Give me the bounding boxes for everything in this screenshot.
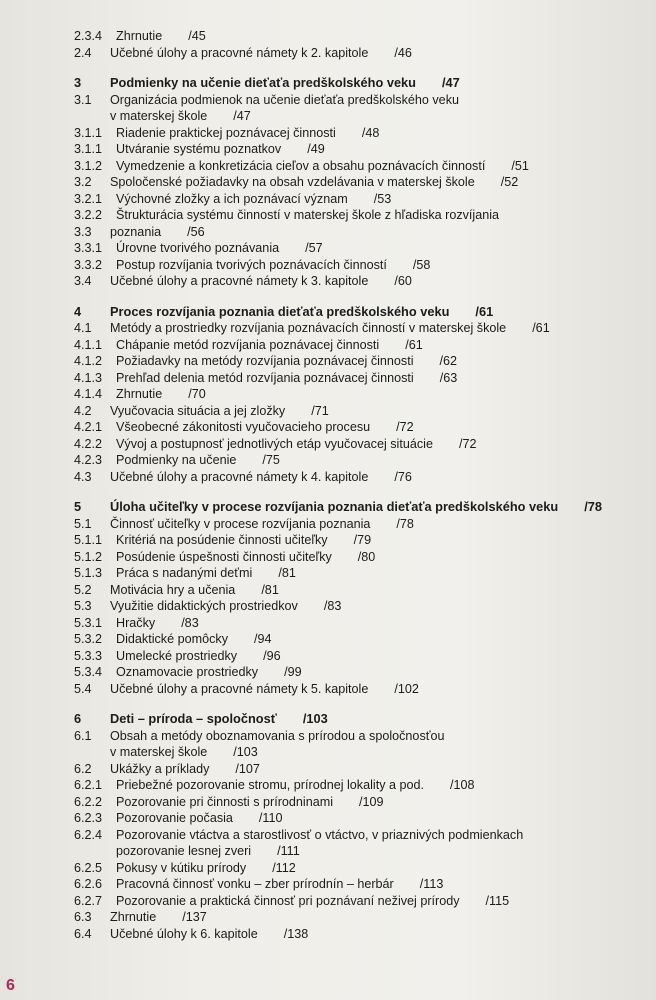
entry-number: 4: [74, 303, 82, 319]
entry-page: /52: [500, 175, 519, 189]
entry-number: 5.1.1: [74, 533, 103, 547]
entry-page: /61: [475, 303, 494, 319]
toc-entry: [74, 777, 644, 794]
toc-entry: [74, 744, 644, 761]
entry-page: /75: [262, 453, 280, 467]
toc-entry: [74, 860, 644, 877]
entry-page: /94: [254, 632, 272, 646]
entry-page: /103: [302, 711, 328, 726]
entry-title: Pozorovanie pri činnosti s prírodninami: [116, 794, 333, 809]
entry-page: /60: [394, 274, 412, 288]
toc-entry: [74, 876, 644, 893]
toc-entry: [74, 761, 644, 778]
entry-page: /113: [419, 877, 444, 891]
toc-entry: [74, 664, 644, 681]
toc-entry: [74, 273, 644, 290]
entry-page: /72: [396, 420, 414, 434]
entry-page: /72: [458, 436, 477, 451]
entry-title: Organizácia podmienok na učenie dieťaťa predškolského veku: [110, 92, 459, 107]
entry-number: 5: [74, 499, 82, 514]
entry-page: /99: [284, 665, 302, 679]
entry-number: 6.2.6: [74, 877, 103, 891]
entry-title: Priebežné pozorovanie stromu, prírodnej lokality a pod.: [116, 778, 425, 792]
entry-title: Deti – príroda – spoločnosť: [110, 711, 277, 726]
entry-page: /81: [278, 566, 296, 580]
toc-entry: [74, 174, 644, 191]
entry-number: 4.2.2: [74, 436, 103, 451]
section-gap: [74, 290, 644, 304]
entry-title: Prehľad delenia metód rozvíjania poznávacej činnosti: [116, 370, 414, 385]
entry-number: 6: [74, 711, 82, 726]
entry-title: Posúdenie úspešnosti činnosti učiteľky: [116, 549, 332, 564]
entry-page: /111: [277, 844, 300, 858]
entry-number: 5.1: [74, 516, 92, 531]
toc-entry: [74, 419, 644, 436]
entry-title: Utváranie systému poznatkov: [116, 142, 282, 156]
toc-entry: [74, 516, 644, 533]
entry-title: v materskej škole: [110, 745, 208, 759]
toc-entry: [74, 469, 644, 486]
entry-page: /61: [405, 337, 423, 352]
toc-entry: [74, 681, 644, 698]
entry-number: 5.3.4: [74, 665, 103, 679]
section-gap: [74, 697, 644, 711]
entry-number: 2.4: [74, 45, 92, 60]
toc-entry: [74, 191, 644, 208]
toc-entry: [74, 257, 644, 274]
entry-number: 4.1.3: [74, 370, 103, 385]
entry-number: 3.2: [74, 175, 92, 189]
chapter-heading: [74, 499, 644, 516]
entry-title: Zhrnutie: [110, 910, 157, 924]
table-of-contents: [74, 28, 644, 942]
entry-number: 4.1.1: [74, 337, 103, 352]
entry-number: 3.2.2: [74, 208, 103, 222]
entry-page: /107: [235, 761, 260, 776]
entry-page: /51: [511, 158, 529, 173]
section-gap: [74, 61, 644, 75]
entry-page: /83: [181, 615, 199, 630]
entry-number: 3: [74, 75, 82, 90]
entry-number: 5.1.2: [74, 549, 103, 564]
entry-title: Podmienky na učenie dieťaťa predškolského veku: [110, 75, 416, 90]
entry-number: 5.3: [74, 599, 92, 613]
entry-page: /76: [394, 469, 412, 484]
entry-page: /49: [307, 142, 325, 156]
toc-entry: [74, 794, 644, 811]
entry-number: 4.1: [74, 321, 92, 335]
entry-title: Práca s nadanými deťmi: [116, 566, 253, 580]
entry-number: 4.1.2: [74, 354, 103, 368]
entry-page: /61: [532, 321, 550, 335]
entry-number: 3.2.1: [74, 191, 103, 206]
entry-number: 5.1.3: [74, 566, 103, 580]
entry-title: Učebné úlohy k 6. kapitole: [110, 926, 258, 941]
entry-number: 6.3: [74, 910, 92, 924]
toc-section: [74, 711, 644, 942]
entry-title: Oznamovacie prostriedky: [116, 665, 259, 679]
entry-page: /83: [323, 599, 342, 613]
entry-title: Učebné úlohy a pracovné námety k 5. kapitole: [110, 681, 369, 696]
entry-page: /62: [439, 354, 458, 368]
toc-entry: [74, 45, 644, 62]
entry-title: Úrovne tvorivého poznávania: [116, 241, 280, 255]
entry-page: /70: [188, 387, 206, 401]
entry-title: Vyučovacia situácia a jej zložky: [110, 403, 286, 418]
entry-page: /71: [311, 403, 329, 418]
entry-title: Riadenie praktickej poznávacej činnosti: [116, 125, 336, 140]
entry-page: /57: [305, 241, 323, 255]
entry-title: Spoločenské požiadavky na obsah vzdelávania v materskej škole: [110, 175, 475, 189]
toc-entry: [74, 909, 644, 926]
entry-title: Úloha učiteľky v procese rozvíjania poznania dieťaťa predškolského veku: [110, 499, 559, 514]
entry-title: Didaktické pomôcky: [116, 632, 228, 646]
entry-page: /108: [450, 778, 475, 792]
entry-page: /79: [353, 533, 372, 547]
toc-entry: [74, 810, 644, 827]
toc-entry: [74, 240, 644, 257]
toc-entry: [74, 207, 644, 224]
entry-number: 6.2.7: [74, 893, 103, 908]
entry-number: 3.1: [74, 92, 92, 107]
entry-title: poznania: [110, 224, 162, 239]
entry-number: 6.2.2: [74, 794, 103, 809]
toc-entry: [74, 598, 644, 615]
toc-entry: [74, 158, 644, 175]
entry-title: v materskej škole: [110, 109, 208, 123]
toc-entry: [74, 108, 644, 125]
entry-title: Pokusy v kútiku prírody: [116, 860, 247, 875]
entry-title: Všeobecné zákonitosti vyučovacieho procesu: [116, 420, 371, 434]
entry-number: 3.3: [74, 224, 92, 239]
entry-page: /109: [359, 794, 384, 809]
toc-section: [74, 75, 644, 290]
entry-page: /56: [187, 224, 205, 239]
section-gap: [74, 485, 644, 499]
entry-number: 6.2.1: [74, 778, 103, 792]
entry-title: Činnosť učiteľky v procese rozvíjania poznania: [110, 516, 371, 531]
toc-entry: [74, 386, 644, 403]
entry-page: /48: [361, 125, 380, 140]
entry-number: 4.2: [74, 403, 92, 418]
entry-number: 4.2.3: [74, 453, 103, 467]
entry-title: Postup rozvíjania tvorivých poznávacích činností: [116, 257, 387, 272]
entry-page: /137: [182, 910, 207, 924]
entry-page: /47: [233, 109, 251, 123]
toc-entry: [74, 631, 644, 648]
entry-number: 4.2.1: [74, 420, 103, 434]
entry-title: Podmienky na učenie: [116, 453, 237, 467]
toc-entry: [74, 452, 644, 469]
entry-title: Obsah a metódy oboznamovania s prírodou a spoločnosťou: [110, 728, 445, 743]
toc-entry: [74, 337, 644, 354]
entry-page: /103: [233, 745, 258, 759]
toc-entry: [74, 893, 644, 910]
entry-number: 5.3.2: [74, 632, 103, 646]
entry-number: 3.1.1: [74, 125, 103, 140]
toc-entry: [74, 926, 644, 943]
entry-title: Vývoj a postupnosť jednotlivých etáp vyučovacej situácie: [116, 436, 433, 451]
toc-entry: [74, 403, 644, 420]
entry-number: 6.1: [74, 728, 92, 743]
toc-entry: [74, 125, 644, 142]
entry-number: 6.2.5: [74, 860, 103, 875]
entry-number: 3.1.1: [74, 142, 103, 156]
entry-title: Metódy a prostriedky rozvíjania poznávacích činností v materskej škole: [110, 321, 507, 335]
entry-title: pozorovanie lesnej zveri: [116, 844, 252, 858]
entry-page: /102: [394, 681, 419, 696]
entry-page: /115: [485, 893, 510, 908]
toc-entry: [74, 224, 644, 241]
entry-page: /96: [263, 648, 281, 663]
entry-title: Pracovná činnosť vonku – zber prírodnín – herbár: [116, 877, 394, 891]
entry-number: 3.3.2: [74, 257, 103, 272]
entry-number: 4.1.4: [74, 387, 103, 401]
toc-entry: [74, 827, 644, 844]
entry-title: Umelecké prostriedky: [116, 648, 238, 663]
toc-entry: [74, 532, 644, 549]
toc-entry: [74, 728, 644, 745]
entry-page: /63: [439, 370, 458, 385]
chapter-heading: [74, 75, 644, 92]
entry-title: Učebné úlohy a pracovné námety k 4. kapitole: [110, 469, 369, 484]
entry-title: Štrukturácia systému činností v materskej škole z hľadiska rozvíjania: [116, 208, 500, 222]
entry-title: Pozorovanie počasia: [116, 811, 233, 825]
entry-page: /80: [357, 549, 376, 564]
toc-entry: [74, 320, 644, 337]
entry-title: Kritériá na posúdenie činnosti učiteľky: [116, 533, 328, 547]
entry-title: Výchovné zložky a ich poznávací význam: [116, 191, 348, 206]
entry-title: Učebné úlohy a pracovné námety k 2. kapitole: [110, 45, 369, 60]
entry-page: /58: [412, 257, 431, 272]
toc-entry: [74, 843, 644, 860]
toc-entry: [74, 615, 644, 632]
entry-number: 5.3.1: [74, 615, 103, 630]
entry-page: /78: [584, 499, 602, 514]
entry-title: Proces rozvíjania poznania dieťaťa predškolského veku: [110, 303, 450, 319]
entry-page: /112: [272, 860, 296, 875]
entry-page: /81: [261, 582, 279, 597]
toc-entry: [74, 582, 644, 599]
entry-title: Využitie didaktických prostriedkov: [110, 599, 298, 613]
toc-entry: [74, 141, 644, 158]
entry-title: Pozorovanie vtáctva a starostlivosť o vtáctvo, v priaznivých podmienkach: [116, 827, 524, 842]
entry-number: 6.2.4: [74, 827, 103, 842]
toc-entry: [74, 549, 644, 566]
toc-section: [74, 304, 644, 486]
entry-title: Zhrnutie: [116, 387, 163, 401]
entry-number: 5.3.3: [74, 648, 103, 663]
entry-page: /53: [373, 191, 392, 206]
entry-page: /45: [188, 29, 206, 43]
toc-section: [74, 28, 644, 61]
entry-page: /47: [442, 75, 460, 90]
entry-title: Motivácia hry a učenia: [110, 582, 236, 597]
entry-number: 5.4: [74, 681, 92, 696]
entry-number: 3.1.2: [74, 158, 103, 173]
entry-title: Chápanie metód rozvíjania poznávacej činnosti: [116, 337, 380, 352]
entry-title: Hračky: [116, 615, 156, 630]
entry-number: 6.2.3: [74, 811, 103, 825]
entry-title: Ukážky a príklady: [110, 761, 210, 776]
entry-number: 6.2: [74, 761, 92, 776]
entry-number: 3.3.1: [74, 241, 103, 255]
entry-title: Zhrnutie: [116, 29, 163, 43]
entry-number: 3.4: [74, 274, 92, 288]
entry-page: /46: [394, 45, 412, 60]
page-number: 6: [6, 977, 15, 994]
toc-entry: [74, 565, 644, 582]
entry-title: Požiadavky na metódy rozvíjania poznávacej činnosti: [116, 354, 414, 368]
toc-entry: [74, 353, 644, 370]
toc-section: [74, 499, 644, 697]
toc-entry: [74, 648, 644, 665]
entry-number: 4.3: [74, 469, 92, 484]
chapter-heading: [74, 304, 644, 321]
toc-entry: [74, 92, 644, 109]
entry-title: Pozorovanie a praktická činnosť pri poznávaní neživej prírody: [116, 893, 460, 908]
entry-number: 6.4: [74, 926, 92, 941]
entry-page: /78: [396, 516, 414, 531]
chapter-heading: [74, 711, 644, 728]
toc-entry: [74, 436, 644, 453]
toc-entry: [74, 370, 644, 387]
entry-number: 5.2: [74, 582, 92, 597]
entry-title: Vymedzenie a konkretizácia cieľov a obsahu poznávacích činností: [116, 158, 486, 173]
entry-page: /110: [258, 811, 283, 825]
entry-title: Učebné úlohy a pracovné námety k 3. kapitole: [110, 274, 369, 288]
entry-number: 2.3.4: [74, 29, 103, 43]
entry-page: /138: [283, 926, 309, 941]
toc-entry: [74, 28, 644, 45]
